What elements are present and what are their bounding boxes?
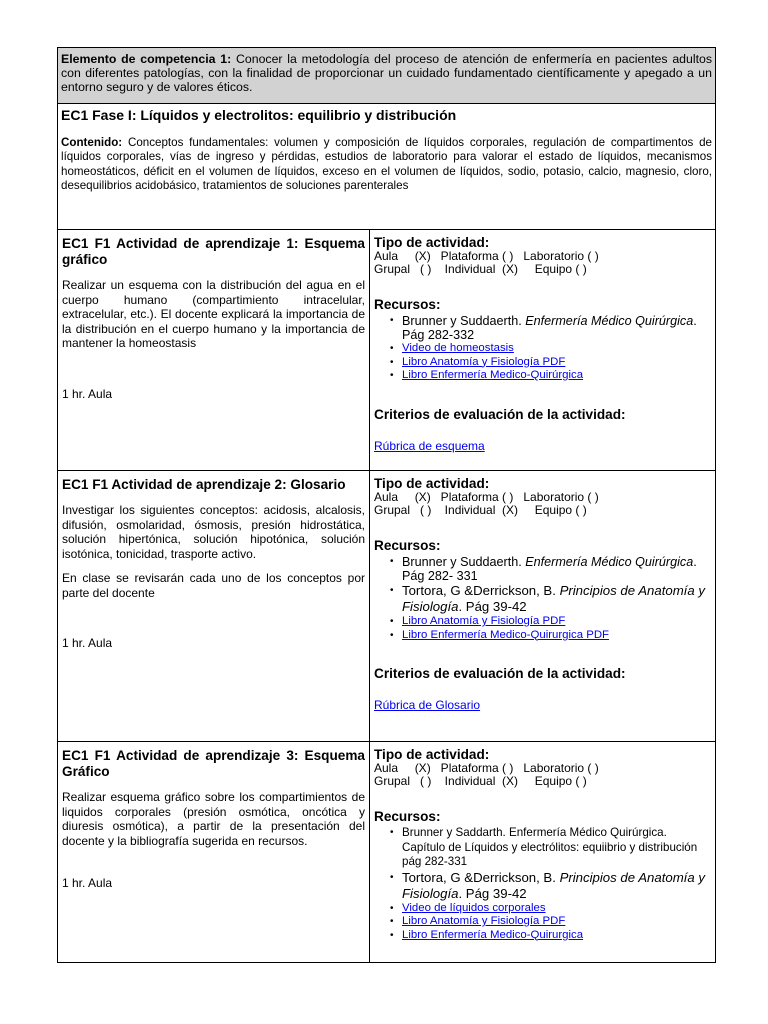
resources-title: Recursos:	[374, 809, 441, 824]
resource-author: Tortora, G &Derrickson, B.	[402, 583, 560, 598]
content-text: Conceptos fundamentales: volumen y composición de líquidos corporales, regulación de compartimentos de líquidos corporales, vías de ingreso y pérdidas, estudios de laboratorio para valorar el estado de líquidos, mecanismos homeostáticos, déficit en el volumen de líquidos, exceso en el volumen de líquidos, sodio, potasio, calcio, magnesio, cloro, desequilibrios acidobásico, tratamientos de soluciones parenterales	[61, 136, 712, 192]
resource-link-item	[390, 342, 711, 356]
resource-link[interactable]: Libro Enfermería Medico-Quirurgica	[402, 928, 584, 941]
phase-section	[58, 104, 715, 230]
activity-type-line: Aula (X) Plataforma ( ) Laboratorio ( )	[374, 761, 599, 775]
resources-title: Recursos:	[374, 538, 441, 553]
resources-list	[374, 314, 711, 383]
phase-title: EC1 Fase I: Líquidos y electrolitos: equilibrio y distribución	[61, 107, 457, 123]
resource-book-title: Principios de Anatomía y Fisiología	[402, 869, 705, 901]
resource-item	[390, 555, 711, 583]
activity-type-line: Grupal ( ) Individual (X) Equipo ( )	[374, 773, 587, 788]
activity-description-cell	[58, 471, 370, 741]
resource-author: Brunner y Suddaerth.	[402, 314, 526, 328]
activity-row	[58, 230, 715, 471]
resources-title: Recursos:	[374, 297, 441, 312]
competency-text: Conocer la metodología del proceso de atención de enfermería en pacientes adultos con diferentes patologías, con la finalidad de proporcionar un cuidado fundamentado científicamente y apegado a un entorno seguro y de valores éticos.	[61, 52, 712, 94]
criteria-title: Criterios de evaluación de la actividad:	[374, 666, 626, 681]
resources-list	[374, 826, 711, 942]
resource-link-item	[390, 615, 711, 629]
activity-row	[58, 471, 715, 742]
competency-table	[57, 47, 716, 963]
resource-book-title: Enfermería Médico Quirúrgica	[525, 314, 694, 328]
resource-link-item	[390, 629, 711, 643]
activity-description-cell	[58, 230, 370, 470]
resource-pages: . Pág 282- 331	[402, 555, 697, 583]
resource-link[interactable]: Libro Anatomía y Fisiología PDF	[402, 915, 566, 927]
resource-link[interactable]: Libro Anatomía y Fisiología PDF	[402, 355, 566, 368]
resource-item	[390, 314, 711, 342]
resource-book-title: Enfermería Médico Quirúrgica	[525, 555, 694, 569]
activity-details-cell	[370, 230, 715, 470]
resource-link-item	[390, 929, 711, 943]
activity-title: EC1 F1 Actividad de aprendizaje 3: Esquema Gráfico	[62, 748, 365, 779]
criteria-title: Criterios de evaluación de la actividad:	[374, 406, 626, 422]
activity-description: Realizar un esquema con la distribución del agua en el cuerpo humano (compartimiento intracelular, extracelular, etc.). El docente explicará la importancia de la distribución en el cuerpo humano y la importancia de mantener la homeostasis	[62, 278, 365, 350]
resource-item	[390, 870, 711, 902]
competency-label: Elemento de competencia 1:	[61, 52, 232, 66]
resources-list	[374, 555, 711, 642]
criteria-link-wrap	[374, 439, 711, 453]
activity-details-cell	[370, 471, 715, 741]
activity-type-line: Grupal ( ) Individual (X) Equipo ( )	[374, 502, 587, 517]
resource-link-item	[390, 902, 711, 916]
resource-book-title: Principios de Anatomía y Fisiología	[402, 583, 705, 614]
activity-time: 1 hr. Aula	[62, 876, 113, 890]
activity-description: Realizar esquema gráfico sobre los compartimientos de liquidos corporales (presión osmótica, oncótica y diuresis osmótica), a partir de la presentación del docente y la bibliografía sugerida en recursos.	[62, 790, 365, 848]
activity-type-title: Tipo de actividad:	[374, 747, 490, 762]
activity-title: EC1 F1 Actividad de aprendizaje 2: Glosario	[62, 477, 346, 492]
activity-type-line: Grupal ( ) Individual (X) Equipo ( )	[374, 261, 587, 276]
resource-link-item	[390, 915, 711, 929]
resource-pages: . Pág 39-42	[458, 599, 527, 614]
activity-description: Investigar los siguientes conceptos: acidosis, alcalosis, difusión, osmolaridad, ósmosis, presión hidrostática, solución hipertónica, solución hipotónica, solución isotónica, tonicidad, trasporte activo.	[62, 503, 365, 561]
phase-content	[61, 136, 712, 193]
resource-link[interactable]: Libro Enfermería Medico-Quirurgica PDF	[402, 628, 610, 641]
resource-link-item	[390, 356, 711, 370]
activity-type-title: Tipo de actividad:	[374, 476, 490, 491]
resource-author: Tortora, G &Derrickson, B.	[402, 869, 560, 885]
activity-type-line: Aula (X) Plataforma ( ) Laboratorio ( )	[374, 249, 599, 263]
activity-details-cell	[370, 742, 715, 962]
activity-time: 1 hr. Aula	[62, 636, 113, 650]
resource-link[interactable]: Libro Enfermería Medico-Quirúrgica	[402, 369, 584, 381]
resource-link[interactable]: Libro Anatomía y Fisiología PDF	[402, 615, 566, 627]
resource-pages: . Pág 282-332	[402, 314, 697, 342]
resource-item	[390, 583, 711, 615]
content-label: Contenido:	[61, 136, 123, 149]
rubric-link[interactable]: Rúbrica de esquema	[374, 438, 485, 453]
resource-link[interactable]: Video de homeostasis	[402, 342, 514, 354]
resource-author: Brunner y Suddaerth.	[402, 555, 526, 569]
activity-title: EC1 F1 Actividad de aprendizaje 1: Esquema gráfico	[62, 236, 365, 267]
activity-type-line: Aula (X) Plataforma ( ) Laboratorio ( )	[374, 490, 599, 504]
resource-pages: . Pág 39-42	[458, 885, 527, 901]
activity-row	[58, 742, 715, 962]
resource-link[interactable]: Video de líquidos corporales	[402, 901, 546, 914]
activity-description: En clase se revisarán cada uno de los conceptos por parte del docente	[62, 571, 365, 600]
rubric-link[interactable]: Rúbrica de Glosario	[374, 698, 481, 712]
resource-item: • Brunner y Saddarth. Enfermería Médico Quirúrgica. Capítulo de Líquidos y electrólitos: equiibrio y distribución pág 282-331	[390, 826, 711, 870]
resource-link-item	[390, 369, 711, 383]
activity-time: 1 hr. Aula	[62, 386, 113, 401]
activity-description-cell	[58, 742, 370, 962]
criteria-link-wrap	[374, 698, 711, 712]
competency-header	[58, 48, 715, 104]
activity-type-title: Tipo de actividad:	[374, 235, 490, 250]
